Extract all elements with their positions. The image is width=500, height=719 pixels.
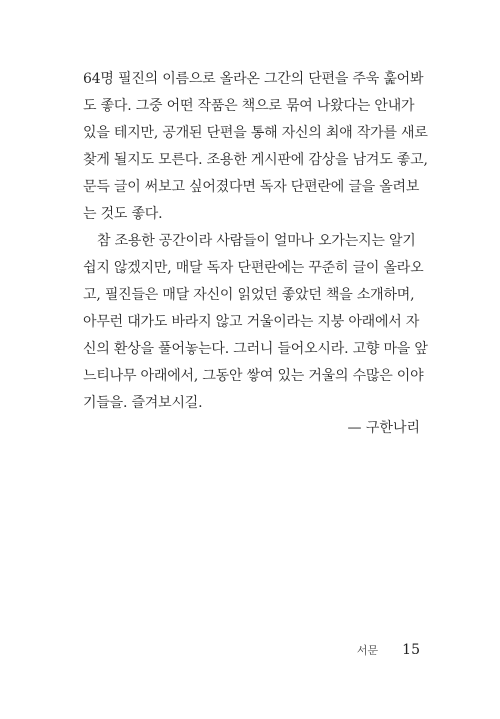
running-head: 서문 [356, 644, 379, 657]
text-line: 찾게 될지도 모른다. 조용한 게시판에 감상을 남겨도 좋고, [83, 152, 428, 168]
text-line: 도 좋다. 그중 어떤 작품은 책으로 묶여 나왔다는 안내가 [83, 98, 415, 114]
author-signature: — 구한나리 [347, 420, 420, 436]
text-line: 참 조용한 공간이라 사람들이 얼마나 오가는지는 알기 [97, 233, 416, 249]
text-line: 있을 테지만, 공개된 단편을 통해 자신의 최애 작가를 새로 [83, 125, 428, 141]
text-line: 문득 글이 써보고 싶어졌다면 독자 단편란에 글을 올려보 [83, 179, 420, 195]
text-line: 느티나무 아래에서, 그동안 쌓여 있는 거울의 수많은 이야 [83, 368, 424, 384]
text-line: 신의 환상을 풀어놓는다. 그러니 들어오시라. 고향 마을 앞 [83, 341, 428, 357]
text-line: 고, 필진들은 매달 자신이 읽었던 좋았던 책을 소개하며, [83, 287, 415, 303]
text-line: 64명 필진의 이름으로 올라온 그간의 단편을 주욱 훑어봐 [83, 71, 424, 87]
text-line: 쉽지 않겠지만, 매달 독자 단편란에는 꾸준히 글이 올라오 [83, 260, 424, 276]
paragraph-2 [83, 228, 428, 417]
page-number: 15 [402, 642, 420, 658]
page-footer [357, 642, 420, 658]
preface-body [83, 66, 428, 417]
text-line: 기들을. 즐겨보시길. [83, 395, 203, 411]
text-line: 는 것도 좋다. [83, 206, 163, 222]
paragraph-1 [83, 66, 428, 228]
text-line: 아무런 대가도 바라지 않고 거울이라는 지붕 아래에서 자 [83, 314, 420, 330]
